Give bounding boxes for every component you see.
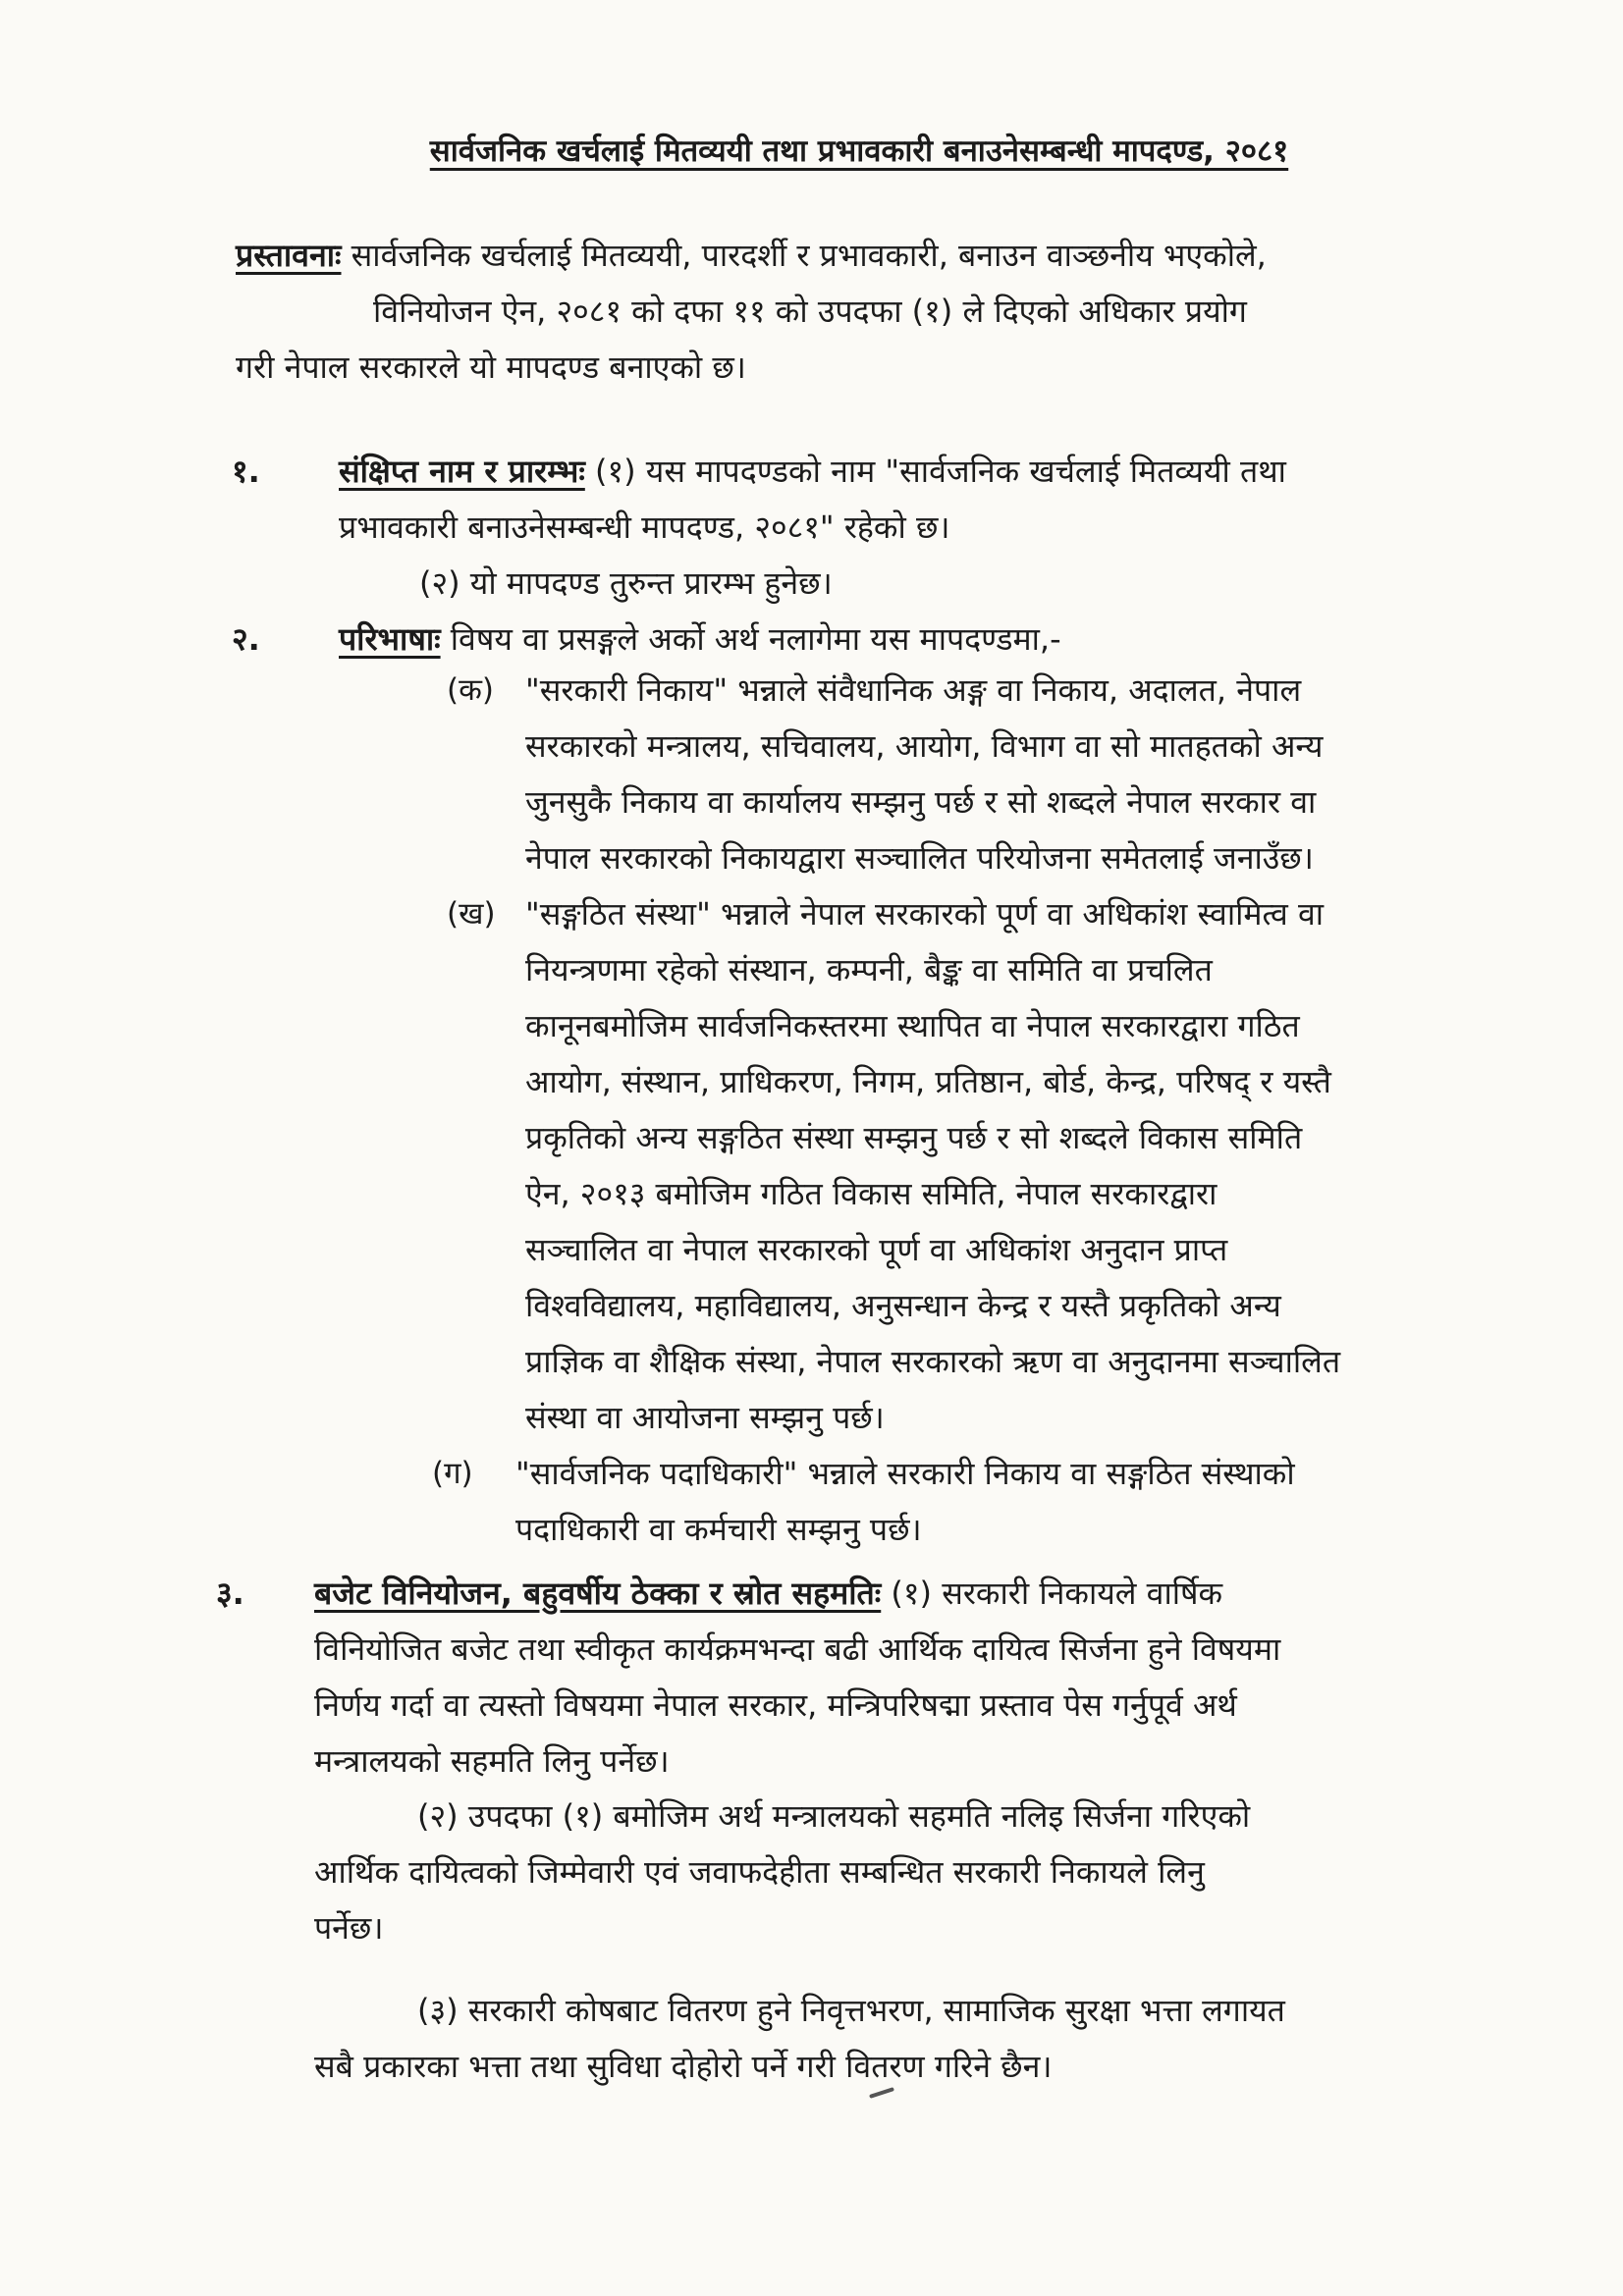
preamble-line-2: विनियोजन ऐन, २०८१ को दफा ११ को उपदफा (१) ले दिएको अधिकार प्रयोग bbox=[373, 293, 1247, 330]
section-3-sub-2-line: (२) उपदफा (१) बमोजिम अर्थ मन्त्रालयको सहमति नलिइ सिर्जना गरिएको bbox=[417, 1797, 1251, 1835]
preamble bbox=[236, 228, 1532, 396]
section-3-sub-2 bbox=[314, 1789, 1527, 1956]
clause-ka bbox=[525, 663, 1517, 886]
section-3-number: ३. bbox=[216, 1575, 244, 1612]
section-2-intro-row bbox=[339, 612, 1527, 667]
clause-kha-line: "सङ्गठित संस्था" भन्नाले नेपाल सरकारको पूर्ण वा अधिकांश स्वामित्व वा bbox=[525, 895, 1325, 933]
clause-ka-line: जुनसुकै निकाय वा कार्यालय सम्झनु पर्छ र सो शब्दले नेपाल सरकार वा bbox=[525, 783, 1317, 821]
clause-ga-line: "सार्वजनिक पदाधिकारी" भन्नाले सरकारी निकाय वा सङ्गठित संस्थाको bbox=[515, 1455, 1295, 1492]
clause-ga-label: (ग) bbox=[432, 1456, 473, 1491]
section-1-line-1: (१) यस मापदण्डको नाम "सार्वजनिक खर्चलाई मितव्ययी तथा bbox=[594, 453, 1286, 490]
section-1 bbox=[339, 444, 1527, 612]
clause-kha bbox=[525, 886, 1517, 1446]
clause-kha-line: कानूनबमोजिम सार्वजनिकस्तरमा स्थापित वा नेपाल सरकारद्वारा गठित bbox=[525, 1007, 1300, 1044]
preamble-label: प्रस्तावनाः bbox=[236, 237, 342, 274]
preamble-line-1: सार्वजनिक खर्चलाई मितव्ययी, पारदर्शी र प्रभावकारी, बनाउन वाञ्छनीय भएकोले, bbox=[351, 237, 1267, 274]
clause-ka-line: सरकारको मन्त्रालय, सचिवालय, आयोग, विभाग वा सो मातहतको अन्य bbox=[525, 727, 1324, 765]
section-2-heading: परिभाषाः bbox=[339, 620, 441, 658]
clause-ga-line: पदाधिकारी वा कर्मचारी सम्झनु पर्छ। bbox=[515, 1511, 922, 1548]
section-1-line-2: प्रभावकारी बनाउनेसम्बन्धी मापदण्ड, २०८१" रहेको छ। bbox=[339, 508, 950, 546]
section-3-heading: बजेट विनियोजन, बहुवर्षीय ठेक्का र स्रोत सहमतिः bbox=[314, 1575, 882, 1612]
clause-ka-line: "सरकारी निकाय" भन्नाले संवैधानिक अङ्ग वा निकाय, अदालत, नेपाल bbox=[525, 671, 1302, 709]
clause-ka-line: नेपाल सरकारको निकायद्वारा सञ्चालित परियोजना समेतलाई जनाउँछ। bbox=[525, 839, 1314, 877]
clause-ka-label: (क) bbox=[447, 672, 494, 708]
section-3-sub-3-line: (३) सरकारी कोषबाट वितरण हुने निवृत्तभरण, सामाजिक सुरक्षा भत्ता लगायत bbox=[417, 1992, 1285, 2029]
preamble-line-3: गरी नेपाल सरकारले यो मापदण्ड बनाएको छ। bbox=[236, 348, 746, 386]
section-1-number: १. bbox=[232, 453, 260, 490]
clause-kha-line: ऐन, २०१३ बमोजिम गठित विकास समिति, नेपाल सरकारद्वारा bbox=[525, 1175, 1217, 1212]
section-3-sub-3 bbox=[314, 1983, 1527, 2095]
section-3-sub-1-line: निर्णय गर्दा वा त्यस्तो विषयमा नेपाल सरकार, मन्त्रिपरिषद्मा प्रस्ताव पेस गर्नुपूर्व अर्थ bbox=[314, 1686, 1237, 1724]
clause-kha-line: आयोग, संस्थान, प्राधिकरण, निगम, प्रतिष्ठान, बोर्ड, केन्द्र, परिषद् र यस्तै bbox=[525, 1063, 1331, 1100]
clause-kha-label: (ख) bbox=[447, 896, 496, 932]
section-3-sub-2-line: आर्थिक दायित्वको जिम्मेवारी एवं जवाफदेहीता सम्बन्धित सरकारी निकायले लिनु bbox=[314, 1853, 1205, 1891]
section-3-sub-1-line: मन्त्रालयको सहमति लिनु पर्नेछ। bbox=[314, 1742, 670, 1780]
section-2-number: २. bbox=[232, 620, 260, 658]
section-3 bbox=[314, 1566, 1527, 1789]
section-3-sub-1-first: (१) सरकारी निकायले वार्षिक bbox=[891, 1575, 1223, 1612]
clause-kha-line: सञ्चालित वा नेपाल सरकारको पूर्ण वा अधिकांश अनुदान प्राप्त bbox=[525, 1231, 1228, 1268]
section-3-sub-3-line: सबै प्रकारका भत्ता तथा सुविधा दोहोरो पर्ने गरी वितरण गरिने छैन। bbox=[314, 2048, 1053, 2085]
clause-kha-line: संस्था वा आयोजना सम्झनु पर्छ। bbox=[525, 1399, 885, 1436]
section-2-intro: विषय वा प्रसङ्गले अर्को अर्थ नलागेमा यस मापदण्डमा,- bbox=[450, 620, 1061, 658]
clause-kha-line: विश्वविद्यालय, महाविद्यालय, अनुसन्धान केन्द्र र यस्तै प्रकृतिको अन्य bbox=[525, 1287, 1281, 1324]
clause-kha-line: प्रकृतिको अन्य सङ्गठित संस्था सम्झनु पर्छ र सो शब्दले विकास समिति bbox=[525, 1119, 1303, 1156]
document-title: सार्वजनिक खर्चलाई मितव्ययी तथा प्रभावकारी बनाउनेसम्बन्धी मापदण्ड, २०८१ bbox=[429, 133, 1289, 169]
section-1-sub-2: (२) यो मापदण्ड तुरुन्त प्रारम्भ हुनेछ। bbox=[419, 564, 833, 602]
clause-ga bbox=[515, 1446, 1517, 1558]
clause-kha-line: नियन्त्रणमा रहेको संस्थान, कम्पनी, बैङ्क वा समिति वा प्रचलित bbox=[525, 951, 1213, 988]
section-3-sub-1-line: विनियोजित बजेट तथा स्वीकृत कार्यक्रमभन्दा बढी आर्थिक दायित्व सिर्जना हुने विषयमा bbox=[314, 1630, 1281, 1668]
section-3-sub-2-line: पर्नेछ। bbox=[314, 1909, 384, 1947]
clause-kha-line: प्राज्ञिक वा शैक्षिक संस्था, नेपाल सरकारको ऋण वा अनुदानमा सञ्चालित bbox=[525, 1343, 1341, 1380]
section-1-heading: संक्षिप्त नाम र प्रारम्भः bbox=[339, 453, 585, 490]
